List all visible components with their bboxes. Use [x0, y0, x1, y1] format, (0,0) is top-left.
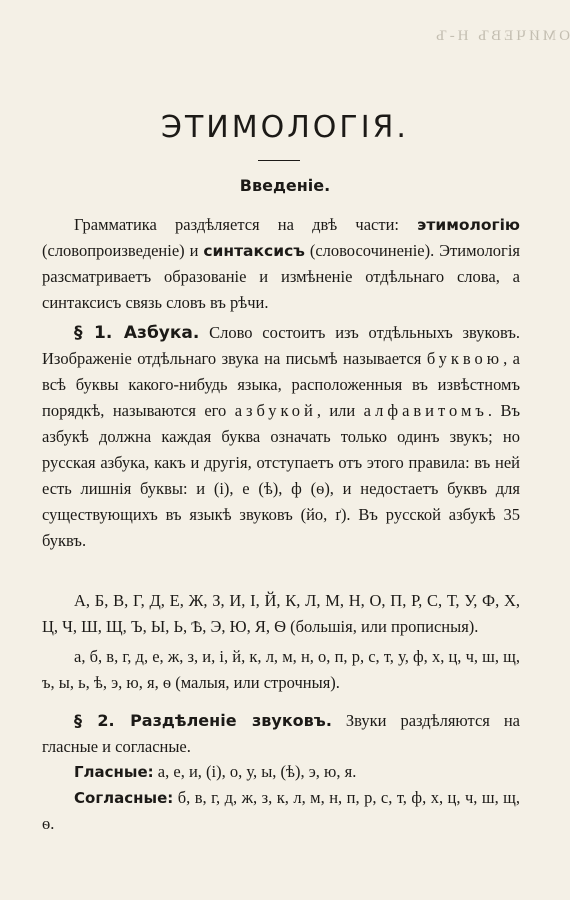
title-divider [258, 160, 300, 161]
vowels-line [42, 759, 520, 785]
intro-text-1: Грамматика раздѣляется на двѣ части: [74, 215, 418, 234]
consonants-line [42, 785, 520, 837]
bleed-through-text: ОМИЧЕВЪ Н-Ъ [433, 28, 570, 44]
section-1-text-3: , или [316, 401, 364, 420]
uppercase-list: А, Б, В, Г, Д, Е, Ж, З, И, І, Й, К, Л, М, Н, О, П, Р, С, Т, У, Ф, Х, Ц, Ч, Ш, Щ, Ъ, Ы, Ь, Ѣ, Э, Ю, Я, Ѳ (большія, или прописныя). [42, 591, 520, 636]
page-title: ЭТИМОЛОГІЯ. [161, 110, 409, 145]
term-syntax: синтаксисъ [203, 242, 305, 260]
term-letter: буквою [426, 349, 504, 368]
lowercase-list: а, б, в, г, д, е, ж, з, и, і, й, к, л, м, н, о, п, р, с, т, у, ф, х, ц, ч, ш, щ, ъ, ы, ь, ѣ, э, ю, я, ѳ (малыя, или строчныя). [42, 647, 520, 692]
intro-text-3: (словосочиненіе). Этимологія разсматриваетъ образованіе и измѣненіе отдѣльнаго слова, а синтаксисъ связь словъ въ рѣчи. [42, 241, 520, 312]
lowercase-letters [42, 644, 520, 696]
intro-text-2: (словопроизведеніе) и [42, 241, 204, 260]
uppercase-letters [42, 588, 520, 640]
term-etymology: этимологію [417, 216, 520, 234]
term-alphabet-1: азбукой [234, 401, 317, 420]
section-1-text-2: , а всѣ буквы какого-нибудь языка, расположенныя въ извѣстномъ порядкѣ, называются его [42, 349, 520, 420]
section-2-paragraph [42, 708, 520, 760]
vowels-label: Гласные: [74, 763, 154, 781]
section-1-heading: § 1. Азбука. [74, 323, 200, 343]
vowels-list: а, е, и, (і), о, у, ы, (ѣ), э, ю, я. [153, 762, 357, 781]
section-1-text-1: Слово состоитъ изъ отдѣльныхъ звуковъ. Изображеніе отдѣльнаго звука на письмѣ называется [42, 323, 520, 368]
section-2-heading: § 2. Раздѣленіе звуковъ. [74, 711, 332, 730]
section-2-text: Звуки раздѣляются на гласные и согласные. [42, 711, 520, 756]
consonants-list: б, в, г, д, ж, з, к, л, м, н, п, р, с, т, ф, х, ц, ч, ш, щ, ѳ. [42, 788, 520, 833]
consonants-label: Согласные: [74, 789, 174, 807]
term-alphabet-2: алфавитомъ [363, 401, 488, 420]
section-1-text-4: . Въ азбукѣ должна каждая буква означать только одинъ звукъ; но русская азбука, какъ и другія, отступаетъ отъ этого правила: въ ней есть лишнія буквы: и (і), е (ѣ), ф (ѳ), и недостаетъ буквъ для существующихъ въ языкѣ звуковъ (йо, ґ). Въ русской азбукѣ 35 буквъ. [42, 401, 520, 550]
section-1-paragraph [42, 320, 520, 554]
intro-paragraph [42, 212, 520, 316]
subtitle: Введеніе. [239, 176, 331, 195]
